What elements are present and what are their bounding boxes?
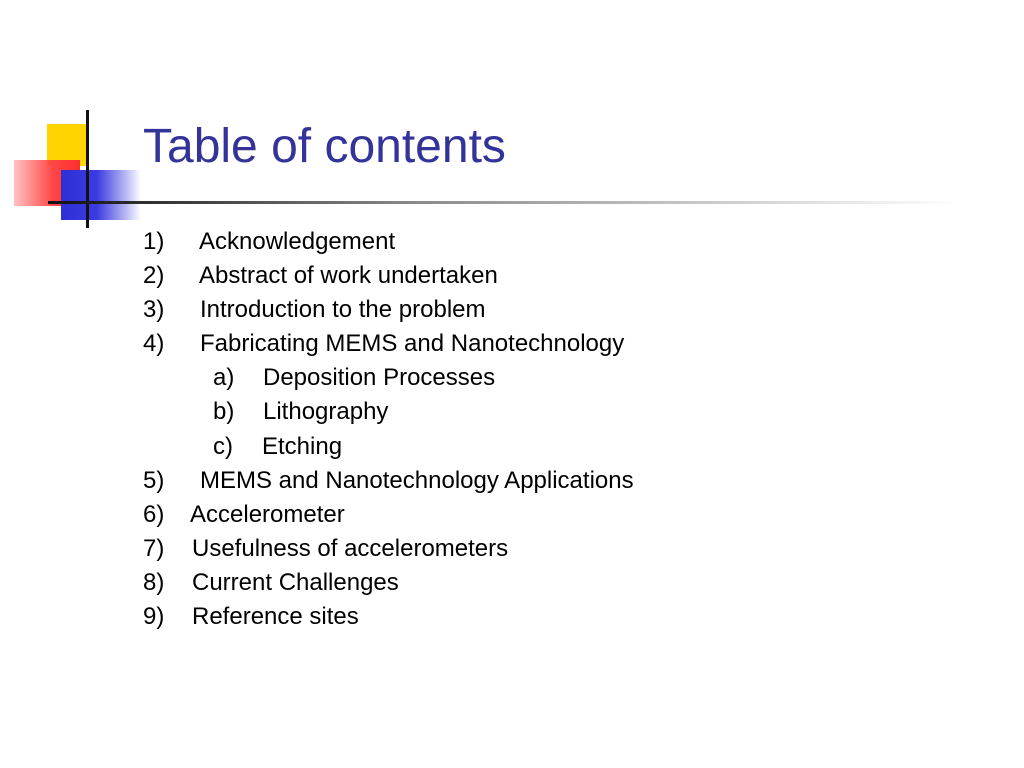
toc-item-text: MEMS and Nanotechnology Applications [200, 466, 634, 494]
toc-subitem-text: Etching [262, 432, 343, 460]
toc-item [143, 532, 509, 566]
toc-item-number: 1) [143, 228, 165, 255]
toc-subitem [143, 395, 389, 429]
toc-subitem-text: Deposition Processes [263, 364, 496, 392]
toc-item [143, 259, 498, 293]
toc-item-text: Current Challenges [192, 568, 399, 596]
toc-item [143, 566, 399, 600]
toc-item-number: 6) [143, 500, 165, 528]
toc-item-number: 9) [143, 603, 165, 631]
toc-item-number: 5) [143, 466, 165, 494]
toc-item-text: Usefulness of accelerometers [192, 534, 509, 562]
decorative-vertical-line [86, 110, 89, 228]
toc-item-text: Abstract of work undertaken [199, 262, 498, 290]
toc-item [143, 293, 486, 327]
toc-item-text: Acknowledgement [199, 228, 396, 255]
title-underline [48, 201, 960, 204]
toc-item-number: 8) [143, 568, 165, 596]
toc-item-number: 4) [143, 330, 165, 358]
decorative-blue-square [61, 170, 141, 220]
toc-item [143, 464, 634, 498]
toc-item [143, 600, 359, 634]
toc-subitem-text: Lithography [263, 398, 389, 426]
toc-item [143, 498, 345, 532]
toc-item-text: Reference sites [192, 603, 359, 631]
toc-item-number: 7) [143, 534, 165, 562]
toc-subitem-letter: a) [213, 364, 235, 392]
toc-item-text: Accelerometer [190, 500, 345, 528]
toc-item [143, 327, 625, 361]
toc-item-number: 3) [143, 296, 165, 324]
table-of-contents-list [143, 225, 634, 634]
toc-subitem-letter: c) [213, 432, 233, 460]
toc-item [143, 225, 396, 259]
slide-title: Table of contents [143, 120, 506, 173]
toc-item-text: Fabricating MEMS and Nanotechnology [200, 330, 625, 358]
toc-item-text: Introduction to the problem [200, 296, 486, 324]
toc-item-number: 2) [143, 262, 165, 290]
toc-subitem [143, 361, 496, 395]
toc-subitem [143, 430, 343, 464]
toc-subitem-letter: b) [213, 398, 235, 426]
